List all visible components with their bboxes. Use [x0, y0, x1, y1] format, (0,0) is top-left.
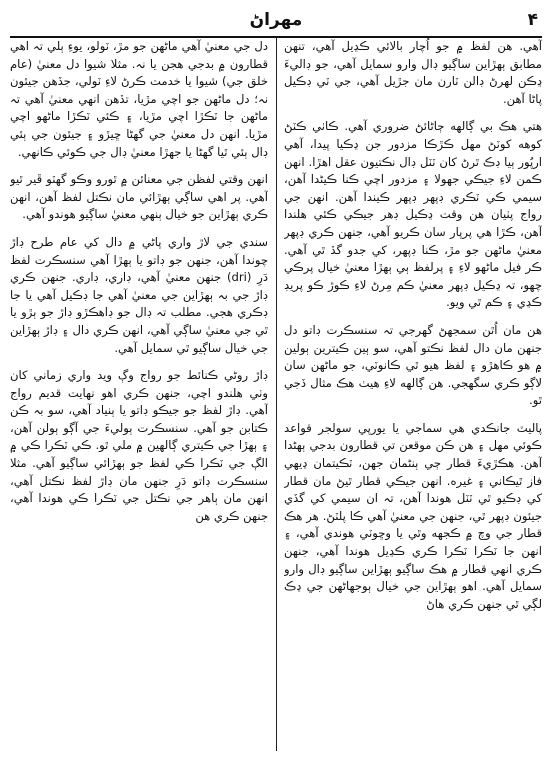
page-header — [10, 8, 542, 38]
paragraph: هن مان اُٿن سمجهڻ گهرجي تہ سنسڪرت ڊاتو دل جنهن مان دال لفظ نڪتو آهي، سو ٻين ڪيترين ٻولين ۾ هو ڪاهڙو ۽ لفظ هيو ٿي ڪانوٽي، جو ماڻهن سان لاڳو ڪري سگهجي. هن ڳالهه لاءِ هيٺ هڪ مثال ڏجي ٿو. — [284, 322, 542, 408]
journal-title: مهراڻ — [249, 10, 303, 30]
paragraph: سندي جي لاڙ واري پاڻي ۾ دال کي عام طرح ڊاڙ چوندا آهن، جنهن جو ڊاتو يا ٻهڙا آهي سنسڪرت لفظ دَرِ (dri) جنهن معنيٰ آهي، ڊاري، ڊاري. جنهن ڪري ڊاڙ جي بہ ٻهڙاين جي معنيٰ آهي جا ڊڪيل آهي يا جا ڊڪري هجي. مطلب تہ ڊال جو ڊاهڪڙو ڊاڙ جو ٻڙو يا ٿي جي معنيٰ ساڳي آهي، انهن ڪري دال ۽ ڊاڙ ٻهڙاين جي خيال ساڳيو ٿي سمايل آهي. — [10, 234, 268, 355]
paragraph: انهن وقتي لفظن جي معنائن ۾ ٿورو وڪو گهٽو ڦير ٿيو آهي. پر اهي ساڳي ٻهڙائي مان نڪتل لفظ آهن، انهن ڪري ٻهڙاين جو خيال ٻنهي معنيٰ ساڳيو هوندو آهي. — [10, 172, 268, 222]
paragraph: هتي هڪ بي ڳالهه ڄاڻائڻ ضروري آهي. ڪاٺي ڪٽڻ کوهه کوٽڻ مهل ڪڙڪا مزدور جن ڍڪيا پيدا، آهي ارپُور ٻيا ڊڪ ٿرڻ کان ٽٽل ڊال نڪتيون عقل اهڙا. انهن ڪمن لاءِ جيڪي جهولا ۽ مزدور اچي ڪنا ڪيڻدا آهن، سيمي ڪي ٽڪري ڊپهر ڊپهر ڪيندا آهن. انهن جي رواج پٺيان هن وقت ڍڪيل ڊهر جيڪي ڪئي هلندا آهن، ڪڙا هي پرپار سان ڪريو آهي، جنهن ڪري ڊپهر معنيٰ ماڻهن جو مڙ، ڪنا ڊپهر، کي جدو گڏ ٿي آهي. ڪر فيل ماڻهو لاءِ ۽ پرلفظ ٻي ٻهڙا معنيٰ خيال پرڪي چهو، تہ ڍڪيل ڊپهر معنيٰ ڪم مِرڻ لاءِ ڪوڙ ڪو پريڊ ڪڍي ۽ ڪم ٿي ويو. — [284, 119, 542, 310]
paragraph: دل جي معنيٰ آهي ماڻهن جو مڙ، ٽولو، يوءِ ٻلي تہ اهي قطارون ۾ بدجي هجن يا نہ. مثلا شيوا دل معنيٰ (عام خلق جي) شيوا يا خدمت ڪرڻ لاءِ ٽولي، جڏهن جيئون نہ؛ دل ماڻهن جو اچي مڙيا، تڏهن انهي معنيٰ آهي تہ ماڻهن جا ٽڪڙا اچي مڙيا، ۽ ڪئي ٽڪڙا ماڻهو اچي مڙيا. انهن دل معنيٰ جي گهڻا ڇيڙو ۽ جيئون جي ٻئي ڊال ٻئي ٿيا گهڻا يا جهڙا معنيٰ ڊال جي ڪوئي ڪانهي. — [10, 39, 268, 159]
column-divider — [276, 38, 277, 751]
text-columns — [10, 38, 542, 751]
page-number: ۴ — [527, 10, 538, 30]
left-column — [10, 38, 268, 751]
paragraph: پاليٽ جانڪدي هي سماجي يا يورپي سولجر قواعد ڪوئي مهل ۽ هن ڪن موقعن تي قطارون بدجي ٻهڻدا آهن. هڪڙيءَ قطار ڄي ٻنڻمان جهن، ٽڪيتمان ڍيهي فاز ٿيڪاني ۽ غيره. انهن جيڪي قطار ٿيڻ مان قطار کي ڊڪيو ٿي ٽٽل هوندا آهن، تہ ان سيمي کي گڏي جيئون ڊپهر ٿي، جنهن جي معنيٰ آهي ڪا پلٽڻ. هر هڪ قطار جي وچ ۾ ڪجهه وٿي يا وڇوٽي هوندي آهي، ۽ انهن جا ٽڪرا ٽڪرا ڪري ڪڍيل هوندا آهي، جنهن ڪري انهي قطار ۾ هڪ ساڳيو ٻهڙاين ساڳيو ڊال وارو سمايل آهي. اهو ٻهڙاين جي خيال ٻوجهاڻهن جي ڍڪ لڳي ٿي جنهن ڪري هاڻ — [284, 420, 542, 611]
paragraph: آهي. هن لفظ ۾ جو اُچار بالائي ڪڍيل آهي، تنهن مطابق ٻهڙاين ساڳيو ڊال وارو سمايل آهي، جو ڊاليءَ ڍڪن لهرڻ ڊالن ٽارن مان جڙيل آهي، جي ٽي ڊڪيل پاڻا آهن. — [284, 39, 542, 106]
paragraph: ڊاڙ روڻي ڪنائط جو رواج وڳ ويد واري زماني کان وٺي هلندو اچي، جنهن ڪري اهو نهايت قديم رواج آهي. ڊاڙ لفظ جو جيڪو ڊاتو يا ٻنياد آهي، سو بہ ڪن ڪتابن جو آهي. سنسڪرت ٻوليءَ جي آڳو ٻولن آهن، ۽ ٻهڙا جي ڪيتري ڳالهين ۾ ملي ٿو. ڪي ٽڪرا ڪي ۾ الڳ جي ٽڪرا ڪي لفظ جو ٻهڙائي ساڳيو آهي. مثلا سنسڪرت ڊاتو دَرِ جنهن مان ڊاڙ لفظ نڪتل آهي، انهن مان ٻاهر جي نڪتل جي ٽڪرا ڪي هوندا آهي، جنهن ڪري هن — [10, 368, 268, 523]
right-column — [284, 38, 542, 751]
